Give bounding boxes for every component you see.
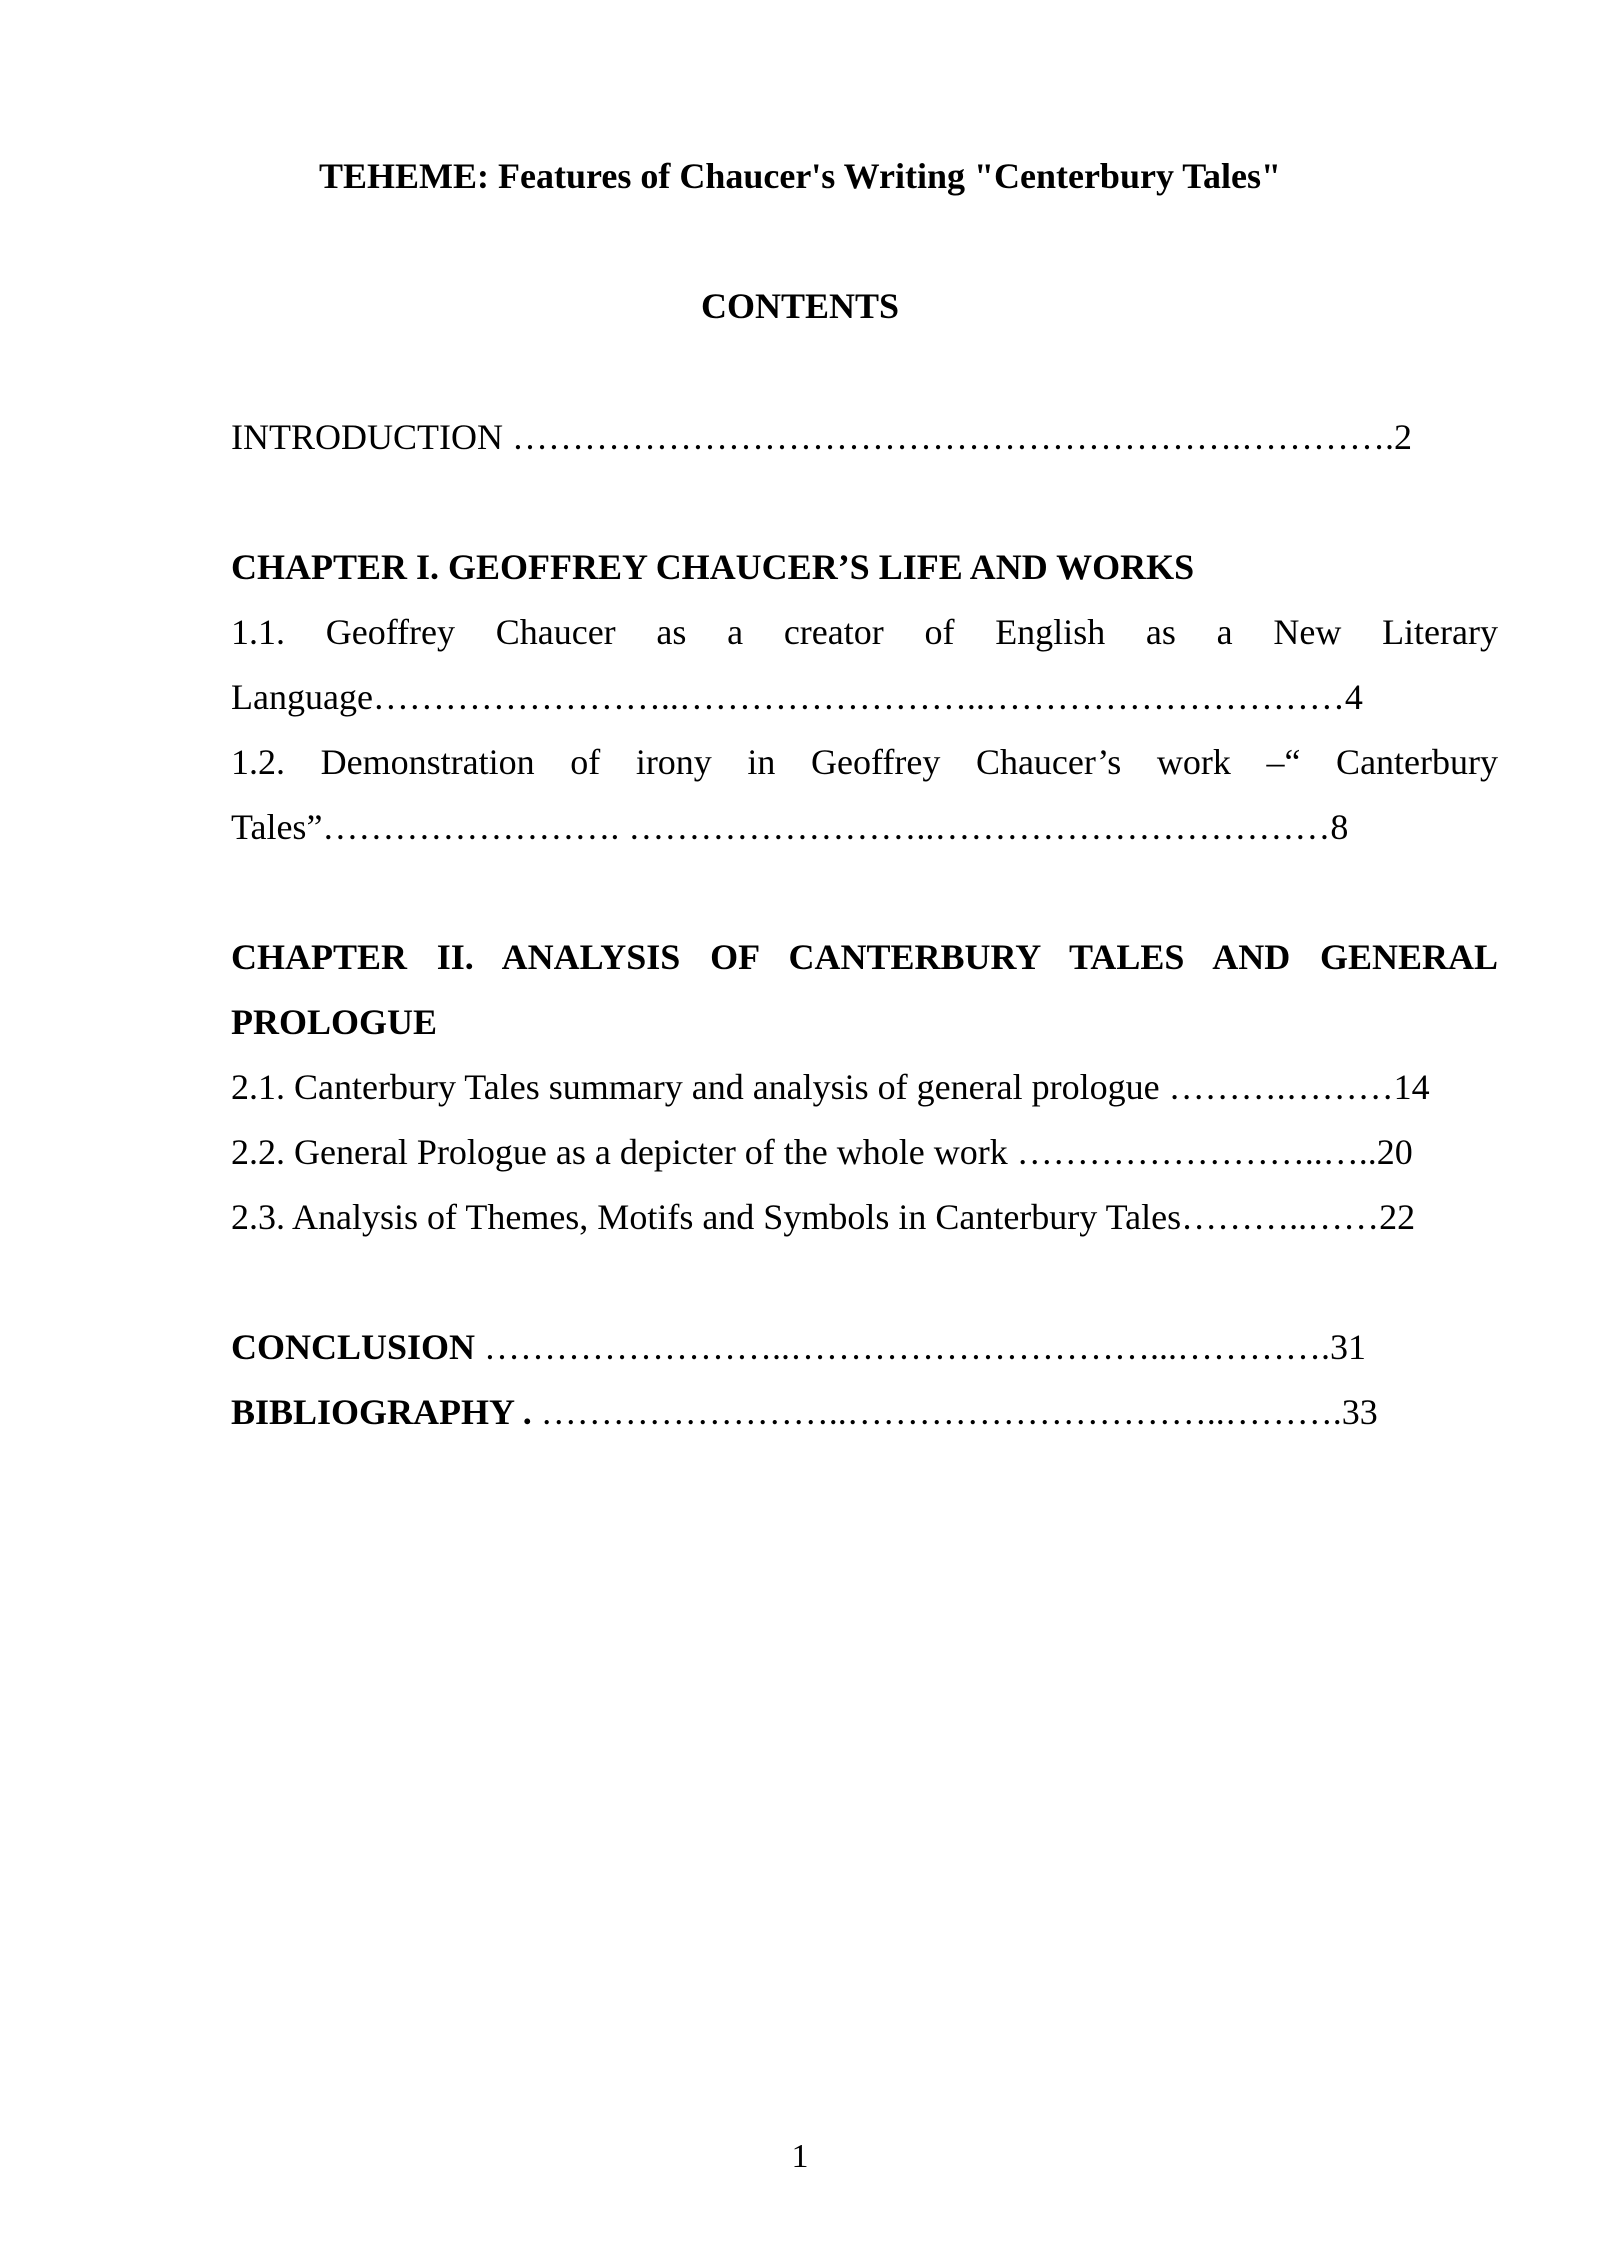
toc-chapter2-heading-line1: CHAPTER II. ANALYSIS OF CANTERBURY TALES AND GENERAL [231, 937, 1498, 977]
document-title: TEHEME: Features of Chaucer's Writing "Centerbury Tales" [319, 156, 1281, 196]
contents-heading: CONTENTS [700, 286, 900, 326]
page-number: 1 [791, 2138, 809, 2175]
toc-chapter2-heading-line2: PROLOGUE [231, 1002, 438, 1042]
toc-conclusion-leader: ……………………..…………………………...………….31 [475, 1327, 1367, 1367]
toc-item-1-2-line1: 1.2. Demonstration of irony in Geoffrey Chaucer’s work –“ Canterbury [231, 742, 1498, 782]
toc-item-2-3: 2.3. Analysis of Themes, Motifs and Symbols in Canterbury Tales………..……22 [231, 1197, 1416, 1237]
toc-item-1-2-line2: Tales”……………………. ……………………..……………………………8 [231, 807, 1349, 847]
toc-bibliography [231, 1380, 1498, 1445]
toc-bibliography-leader: ……………………..…………………………..……….33 [531, 1392, 1378, 1432]
toc-item-2-2: 2.2. General Prologue as a depicter of the whole work ……………………..…..20 [231, 1132, 1413, 1172]
toc-introduction [231, 405, 1498, 470]
toc-chapter1-heading: CHAPTER I. GEOFFREY CHAUCER’S LIFE AND WORKS [231, 547, 1195, 587]
toc-item-1-1-line1: 1.1. Geoffrey Chaucer as a creator of English as a New Literary [231, 612, 1498, 652]
toc-bibliography-label: BIBLIOGRAPHY . [231, 1392, 532, 1432]
toc-item-2-1: 2.1. Canterbury Tales summary and analysis of general prologue ……….………14 [231, 1067, 1430, 1107]
toc-conclusion-label: CONCLUSION [231, 1327, 476, 1367]
toc-conclusion [231, 1315, 1498, 1380]
toc-introduction-text: INTRODUCTION …………………………………………………….………….2 [231, 417, 1412, 457]
toc-item-1-1-line2: Language……………………..……………………..…………………………4 [231, 677, 1363, 717]
